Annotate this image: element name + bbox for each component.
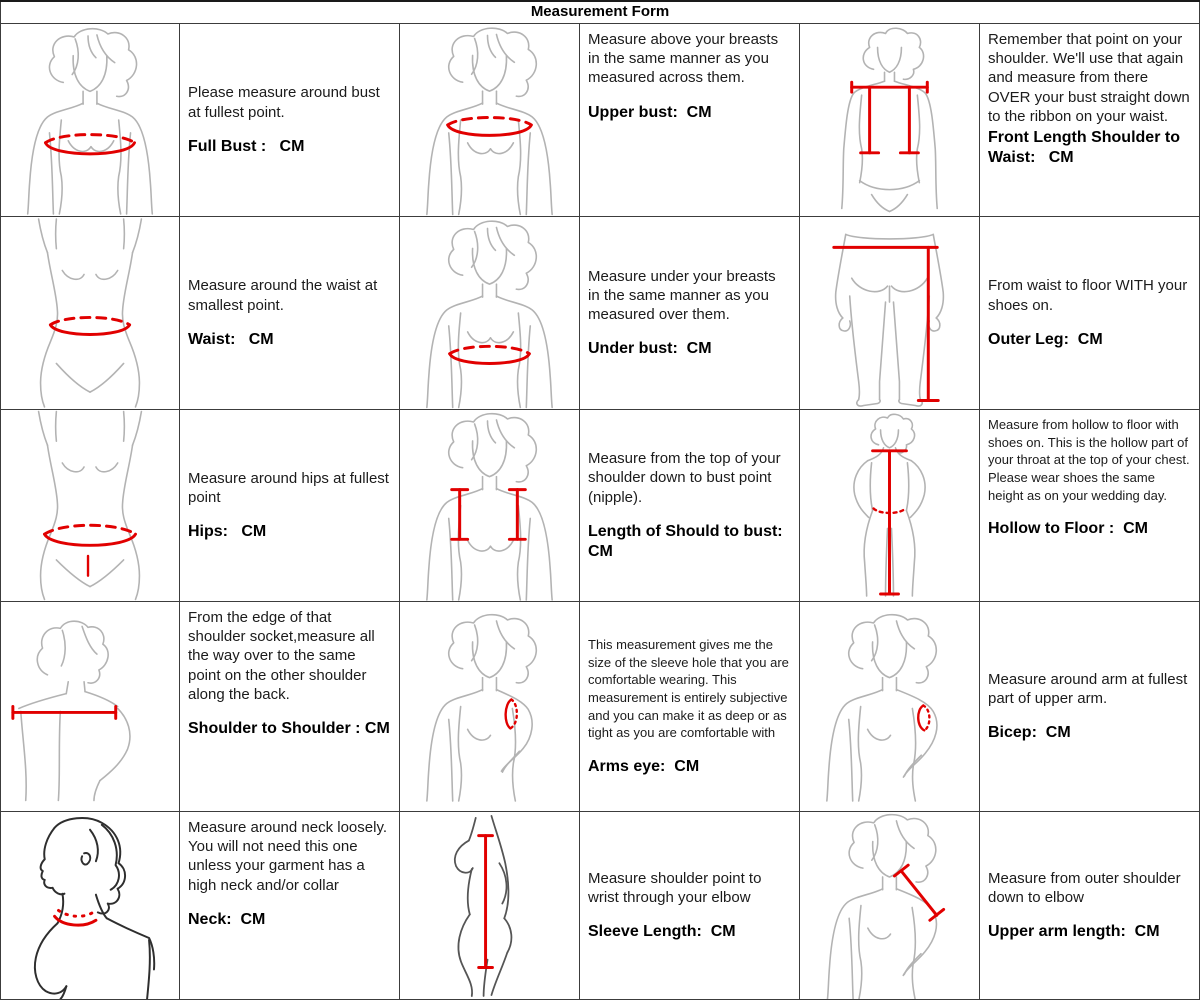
shoulder-to-shoulder-figure	[1, 602, 179, 811]
measurement-label: Shoulder to Shoulder : CM	[188, 719, 390, 737]
measurement-description: Remember that point on your shoulder. We'll use that again and measure from there OVER your bust straight down to the ribbon on your waist.	[988, 31, 1194, 125]
text-cell	[180, 24, 400, 217]
text-cell	[180, 410, 400, 602]
measurement-label: Waist: CM	[188, 330, 274, 348]
sleeve-length-figure	[400, 812, 579, 999]
figure-cell	[800, 410, 980, 602]
measurement-label: Outer Leg: CM	[988, 330, 1103, 348]
figure-cell	[400, 410, 580, 602]
measurement-description: Measure around arm at fullest part of upper arm.	[988, 670, 1192, 707]
text-cell	[180, 217, 400, 410]
measurement-label: Upper arm length: CM	[988, 923, 1160, 941]
measurement-description: From waist to floor WITH your shoes on.	[988, 277, 1192, 314]
text-cell	[980, 217, 1200, 410]
figure-cell	[800, 217, 980, 410]
figure-cell	[1, 217, 180, 410]
neck-figure	[1, 812, 179, 999]
under-bust-figure	[400, 217, 579, 409]
measurement-description: Measure from hollow to floor with shoes on. This is the hollow part of your throat at the top of your chest. Please wear shoes the same height as on your wedding day.	[988, 417, 1194, 503]
text-cell	[980, 410, 1200, 602]
measurement-label: Length of Should to bust: CM	[588, 522, 792, 560]
text-cell	[580, 24, 800, 217]
text-cell	[180, 602, 400, 812]
measurement-description: Please measure around bust at fullest point.	[188, 84, 384, 121]
text-cell	[980, 812, 1200, 1000]
measurement-label: Sleeve Length: CM	[588, 923, 736, 941]
text-cell	[580, 812, 800, 1000]
measurement-description: Measure around neck loosely. You will not need this one unless your garment has a high neck and/or collar	[188, 819, 391, 894]
upper-bust-figure	[400, 24, 579, 216]
shoulder-to-bust-figure	[400, 410, 579, 601]
figure-cell	[1, 812, 180, 1000]
bicep-figure	[800, 602, 979, 811]
measurement-label: Arms eye: CM	[588, 758, 700, 776]
figure-cell	[1, 602, 180, 812]
measurement-label: Under bust: CM	[588, 340, 712, 358]
text-cell	[580, 217, 800, 410]
figure-cell	[800, 24, 980, 217]
figure-cell	[400, 24, 580, 217]
form-title: Measurement Form	[0, 2, 1200, 24]
text-cell	[980, 602, 1200, 812]
figure-cell	[1, 24, 180, 217]
text-cell	[580, 602, 800, 812]
measurement-label: Hips: CM	[188, 523, 267, 541]
measurement-description: Measure from the top of your shoulder down to bust point (nipple).	[588, 450, 785, 506]
upper-arm-length-figure	[800, 812, 979, 999]
front-length-figure	[800, 24, 979, 216]
figure-cell	[1, 410, 180, 602]
measurement-description: Measure from outer shoulder down to elbow	[988, 869, 1185, 906]
measurement-description: Measure shoulder point to wrist through your elbow	[588, 869, 766, 906]
measurement-label: Hollow to Floor : CM	[988, 520, 1148, 538]
measurement-label: Front Length Shoulder to Waist: CM	[988, 128, 1185, 166]
waist-figure	[1, 217, 179, 409]
text-cell	[980, 24, 1200, 217]
text-cell	[580, 410, 800, 602]
measurement-label: Full Bust : CM	[188, 137, 305, 155]
measurement-label: Upper bust: CM	[588, 103, 712, 121]
measurement-description: Measure around hips at fullest point	[188, 469, 394, 506]
hips-figure	[1, 410, 179, 601]
measurement-description: Measure above your breasts in the same manner as you measured across them.	[588, 31, 783, 87]
measurement-description: Measure around the waist at smallest point.	[188, 277, 382, 314]
measurement-label: Neck: CM	[188, 910, 266, 928]
figure-cell	[400, 812, 580, 1000]
figure-cell	[800, 602, 980, 812]
outer-leg-figure	[800, 217, 979, 409]
full-bust-figure	[1, 24, 179, 216]
text-cell	[180, 812, 400, 1000]
figure-cell	[400, 602, 580, 812]
measurement-description: From the edge of that shoulder socket,measure all the way over to the same point on the other shoulder along the back.	[188, 609, 379, 703]
figure-cell	[800, 812, 980, 1000]
arms-eye-figure	[400, 602, 579, 811]
measurement-grid	[0, 24, 1200, 1000]
measurement-description: Measure under your breasts in the same manner as you measured over them.	[588, 267, 780, 324]
hollow-to-floor-figure	[800, 410, 979, 601]
figure-cell	[400, 217, 580, 410]
measurement-label: Bicep: CM	[988, 724, 1071, 742]
measurement-description: This measurement gives me the size of the sleeve hole that you are comfortable wearing. This measurement is entirely subjective and you can make it as deep or as tight as you are comfortable with	[588, 636, 793, 741]
